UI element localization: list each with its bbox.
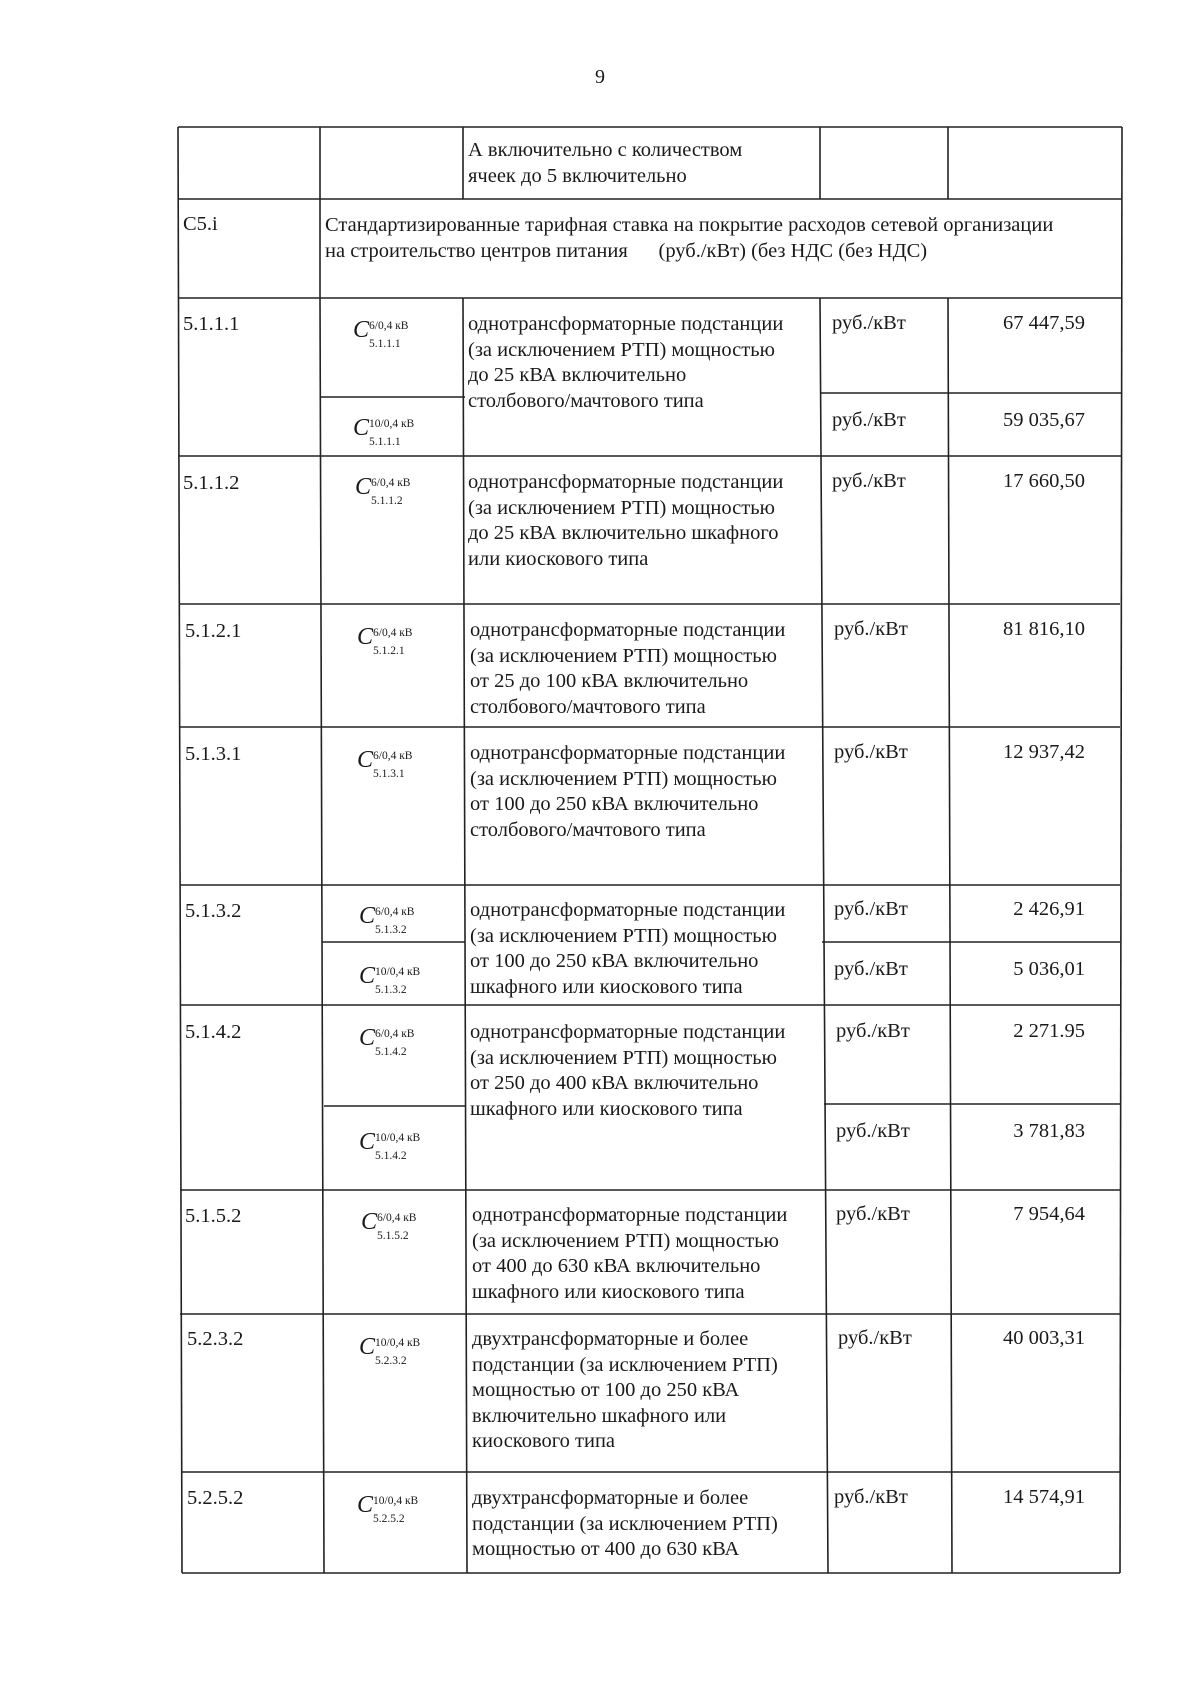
row-description: однотрансформаторные подстанции (за исключением РТП) мощностью от 400 до 630 кВА включительно шкафного или киоскового типа: [472, 1204, 788, 1303]
rate-symbol: C 10/0,4 кВ 5.2.3.2: [359, 1334, 421, 1367]
row-code: 5.1.3.2: [185, 900, 242, 922]
rate-symbol: C 10/0,4 кВ 5.2.5.2: [357, 1492, 419, 1525]
row-description: однотрансформаторные подстанции (за исключением РТП) мощностью от 25 до 100 кВА включительно столбового/мачтового типа: [470, 619, 786, 718]
row-description: однотрансформаторные подстанции (за исключением РТП) мощностью от 100 до 250 кВА включительно шкафного или киоскового типа: [470, 899, 786, 998]
rate-value: 14 574,91: [1003, 1486, 1085, 1508]
rate-value: 5 036,01: [1013, 958, 1085, 980]
rate-symbol: C 6/0,4 кВ 5.1.1.1: [353, 317, 409, 350]
rate-value: 2 271.95: [1013, 1020, 1085, 1042]
page-number: 9: [595, 66, 605, 88]
rate-symbol: C 10/0,4 кВ 5.1.3.2: [359, 963, 421, 996]
rate-symbol: C 6/0,4 кВ 5.1.1.2: [355, 474, 411, 507]
row-code: 5.1.4.2: [185, 1021, 242, 1043]
row-code: 5.1.2.1: [185, 620, 242, 642]
rate-value: 59 035,67: [1003, 409, 1085, 431]
rate-symbol: C 10/0,4 кВ 5.1.1.1: [353, 415, 415, 448]
unit-label: руб./кВт: [834, 741, 908, 763]
unit-label: руб./кВт: [832, 470, 906, 492]
row-description: однотрансформаторные подстанции (за исключением РТП) мощностью до 25 кВА включительно столбового/мачтового типа: [468, 313, 784, 412]
unit-label: руб./кВт: [836, 1120, 910, 1142]
rate-value: 7 954,64: [1013, 1203, 1085, 1225]
rate-symbol: C 6/0,4 кВ 5.1.2.1: [357, 624, 413, 657]
row-description: двухтрансформаторные и более подстанции (за исключением РТП) мощностью от 400 до 630 кВА: [472, 1487, 778, 1560]
row-description: однотрансформаторные подстанции (за исключением РТП) мощностью от 100 до 250 кВА включительно столбового/мачтового типа: [470, 742, 786, 841]
row-description: однотрансформаторные подстанции (за исключением РТП) мощностью от 250 до 400 кВА включительно шкафного или киоскового типа: [470, 1021, 786, 1120]
rate-symbol: C 6/0,4 кВ 5.1.5.2: [361, 1209, 417, 1242]
row-code: 5.1.1.2: [183, 472, 240, 494]
row-code: 5.1.5.2: [185, 1205, 242, 1227]
rate-symbol: C 10/0,4 кВ 5.1.4.2: [359, 1129, 421, 1162]
row-code: 5.1.3.1: [185, 743, 242, 765]
row-code: 5.1.1.1: [183, 313, 240, 335]
top-row-description: А включительно с количеством ячеек до 5 включительно: [468, 139, 743, 187]
unit-label: руб./кВт: [838, 1327, 912, 1349]
rate-value: 2 426,91: [1013, 898, 1085, 920]
unit-label: руб./кВт: [832, 312, 906, 334]
section-title: Стандартизированные тарифная ставка на покрытие расходов сетевой организации на строительство центров питания (руб./кВт) (без НДС (без НДС): [325, 214, 1054, 262]
section-code: С5.i: [183, 213, 218, 235]
rate-value: 3 781,83: [1013, 1120, 1085, 1142]
rate-symbol: C 6/0,4 кВ 5.1.3.2: [359, 903, 415, 936]
row-description: однотрансформаторные подстанции (за исключением РТП) мощностью до 25 кВА включительно шкафного или киоскового типа: [468, 471, 784, 570]
rate-value: 12 937,42: [1003, 741, 1085, 763]
row-code: 5.2.3.2: [187, 1328, 244, 1350]
rate-value: 67 447,59: [1003, 312, 1085, 334]
unit-label: руб./кВт: [832, 409, 906, 431]
rate-symbol: C 6/0,4 кВ 5.1.4.2: [359, 1025, 415, 1058]
unit-label: руб./кВт: [834, 958, 908, 980]
unit-label: руб./кВт: [834, 1486, 908, 1508]
rate-value: 17 660,50: [1003, 470, 1085, 492]
unit-label: руб./кВт: [834, 898, 908, 920]
unit-label: руб./кВт: [836, 1203, 910, 1225]
unit-label: руб./кВт: [834, 618, 908, 640]
rate-value: 81 816,10: [1003, 618, 1085, 640]
rate-symbol: C 6/0,4 кВ 5.1.3.1: [357, 747, 413, 780]
row-description: двухтрансформаторные и более подстанции (за исключением РТП) мощностью от 100 до 250 кВА включительно шкафного или киоскового типа: [472, 1328, 778, 1452]
unit-label: руб./кВт: [836, 1020, 910, 1042]
rate-value: 40 003,31: [1003, 1327, 1085, 1349]
row-code: 5.2.5.2: [187, 1487, 244, 1509]
